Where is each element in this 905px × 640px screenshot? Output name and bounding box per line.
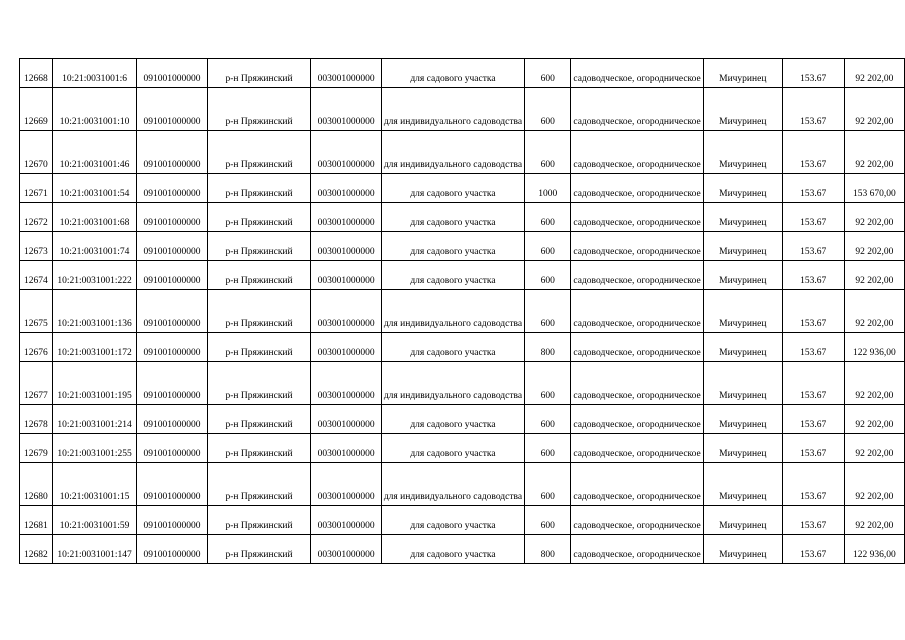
cadastral-number-cell: 10:21:0031001:15 — [52, 463, 136, 506]
district-cell: р-н Пряжинский — [207, 362, 311, 405]
rate-cell: 153.67 — [782, 131, 844, 174]
okato-code-cell: 091001000000 — [137, 59, 207, 88]
rate-cell: 153.67 — [782, 203, 844, 232]
okato-code-cell: 091001000000 — [137, 362, 207, 405]
cadastral-number-cell: 10:21:0031001:59 — [52, 506, 136, 535]
area-cell: 600 — [525, 463, 571, 506]
purpose-cell: для индивидуального садоводства — [381, 362, 524, 405]
okato-code-cell: 091001000000 — [137, 174, 207, 203]
purpose-cell: для садового участка — [381, 59, 524, 88]
cadastral-value-cell: 92 202,00 — [844, 131, 904, 174]
oktmo-code-cell: 003001000000 — [311, 506, 381, 535]
oktmo-code-cell: 003001000000 — [311, 261, 381, 290]
table-row — [20, 333, 905, 362]
land-category-cell: садоводческое, огородническое — [571, 174, 703, 203]
record-number-cell: 12671 — [20, 174, 53, 203]
purpose-cell: для садового участка — [381, 434, 524, 463]
district-cell: р-н Пряжинский — [207, 261, 311, 290]
oktmo-code-cell: 003001000000 — [311, 434, 381, 463]
rate-cell: 153.67 — [782, 261, 844, 290]
oktmo-code-cell: 003001000000 — [311, 203, 381, 232]
area-cell: 600 — [525, 131, 571, 174]
cadastral-number-cell: 10:21:0031001:222 — [52, 261, 136, 290]
cadastral-value-cell: 92 202,00 — [844, 261, 904, 290]
area-cell: 600 — [525, 290, 571, 333]
district-cell: р-н Пряжинский — [207, 463, 311, 506]
district-cell: р-н Пряжинский — [207, 88, 311, 131]
district-cell: р-н Пряжинский — [207, 290, 311, 333]
cadastral-number-cell: 10:21:0031001:136 — [52, 290, 136, 333]
cadastral-value-cell: 92 202,00 — [844, 203, 904, 232]
settlement-cell: Мичуринец — [703, 261, 782, 290]
purpose-cell: для садового участка — [381, 333, 524, 362]
oktmo-code-cell: 003001000000 — [311, 174, 381, 203]
settlement-cell: Мичуринец — [703, 203, 782, 232]
cadastral-value-cell: 153 670,00 — [844, 174, 904, 203]
record-number-cell: 12677 — [20, 362, 53, 405]
rate-cell: 153.67 — [782, 362, 844, 405]
okato-code-cell: 091001000000 — [137, 506, 207, 535]
settlement-cell: Мичуринец — [703, 290, 782, 333]
rate-cell: 153.67 — [782, 506, 844, 535]
district-cell: р-н Пряжинский — [207, 506, 311, 535]
settlement-cell: Мичуринец — [703, 131, 782, 174]
settlement-cell: Мичуринец — [703, 362, 782, 405]
okato-code-cell: 091001000000 — [137, 535, 207, 564]
table-row — [20, 405, 905, 434]
table-row — [20, 290, 905, 333]
record-number-cell: 12670 — [20, 131, 53, 174]
purpose-cell: для садового участка — [381, 506, 524, 535]
table-row — [20, 506, 905, 535]
cadastral-value-cell: 122 936,00 — [844, 333, 904, 362]
cadastral-number-cell: 10:21:0031001:68 — [52, 203, 136, 232]
rate-cell: 153.67 — [782, 232, 844, 261]
district-cell: р-н Пряжинский — [207, 535, 311, 564]
cadastral-value-cell: 92 202,00 — [844, 506, 904, 535]
area-cell: 1000 — [525, 174, 571, 203]
okato-code-cell: 091001000000 — [137, 232, 207, 261]
cadastral-number-cell: 10:21:0031001:214 — [52, 405, 136, 434]
settlement-cell: Мичуринец — [703, 405, 782, 434]
cadastral-value-cell: 122 936,00 — [844, 535, 904, 564]
area-cell: 600 — [525, 434, 571, 463]
oktmo-code-cell: 003001000000 — [311, 131, 381, 174]
area-cell: 600 — [525, 88, 571, 131]
area-cell: 600 — [525, 362, 571, 405]
cadastral-value-cell: 92 202,00 — [844, 59, 904, 88]
cadastral-number-cell: 10:21:0031001:255 — [52, 434, 136, 463]
table-body — [20, 59, 905, 564]
land-category-cell: садоводческое, огородническое — [571, 362, 703, 405]
okato-code-cell: 091001000000 — [137, 88, 207, 131]
rate-cell: 153.67 — [782, 59, 844, 88]
land-category-cell: садоводческое, огородническое — [571, 59, 703, 88]
oktmo-code-cell: 003001000000 — [311, 405, 381, 434]
area-cell: 600 — [525, 261, 571, 290]
record-number-cell: 12680 — [20, 463, 53, 506]
oktmo-code-cell: 003001000000 — [311, 232, 381, 261]
rate-cell: 153.67 — [782, 174, 844, 203]
area-cell: 600 — [525, 405, 571, 434]
table-row — [20, 59, 905, 88]
area-cell: 600 — [525, 506, 571, 535]
purpose-cell: для садового участка — [381, 203, 524, 232]
okato-code-cell: 091001000000 — [137, 203, 207, 232]
settlement-cell: Мичуринец — [703, 463, 782, 506]
area-cell: 800 — [525, 535, 571, 564]
land-category-cell: садоводческое, огородническое — [571, 88, 703, 131]
settlement-cell: Мичуринец — [703, 232, 782, 261]
land-category-cell: садоводческое, огородническое — [571, 463, 703, 506]
cadastral-value-cell: 92 202,00 — [844, 405, 904, 434]
table-row — [20, 434, 905, 463]
oktmo-code-cell: 003001000000 — [311, 88, 381, 131]
record-number-cell: 12668 — [20, 59, 53, 88]
record-number-cell: 12676 — [20, 333, 53, 362]
land-category-cell: садоводческое, огородническое — [571, 131, 703, 174]
rate-cell: 153.67 — [782, 88, 844, 131]
district-cell: р-н Пряжинский — [207, 232, 311, 261]
purpose-cell: для садового участка — [381, 261, 524, 290]
land-category-cell: садоводческое, огородническое — [571, 434, 703, 463]
oktmo-code-cell: 003001000000 — [311, 362, 381, 405]
rate-cell: 153.67 — [782, 535, 844, 564]
cadastral-value-cell: 92 202,00 — [844, 434, 904, 463]
okato-code-cell: 091001000000 — [137, 434, 207, 463]
rate-cell: 153.67 — [782, 290, 844, 333]
record-number-cell: 12669 — [20, 88, 53, 131]
okato-code-cell: 091001000000 — [137, 131, 207, 174]
cadastral-value-cell: 92 202,00 — [844, 88, 904, 131]
record-number-cell: 12681 — [20, 506, 53, 535]
district-cell: р-н Пряжинский — [207, 174, 311, 203]
cadastral-number-cell: 10:21:0031001:54 — [52, 174, 136, 203]
settlement-cell: Мичуринец — [703, 174, 782, 203]
okato-code-cell: 091001000000 — [137, 405, 207, 434]
table-row — [20, 131, 905, 174]
table-row — [20, 88, 905, 131]
district-cell: р-н Пряжинский — [207, 405, 311, 434]
cadastral-number-cell: 10:21:0031001:74 — [52, 232, 136, 261]
cadastral-value-cell: 92 202,00 — [844, 290, 904, 333]
land-category-cell: садоводческое, огородническое — [571, 261, 703, 290]
cadastral-value-cell: 92 202,00 — [844, 362, 904, 405]
land-category-cell: садоводческое, огородническое — [571, 203, 703, 232]
table-row — [20, 174, 905, 203]
oktmo-code-cell: 003001000000 — [311, 463, 381, 506]
record-number-cell: 12682 — [20, 535, 53, 564]
record-number-cell: 12672 — [20, 203, 53, 232]
district-cell: р-н Пряжинский — [207, 333, 311, 362]
land-category-cell: садоводческое, огородническое — [571, 535, 703, 564]
record-number-cell: 12673 — [20, 232, 53, 261]
record-number-cell: 12678 — [20, 405, 53, 434]
record-number-cell: 12675 — [20, 290, 53, 333]
record-number-cell: 12674 — [20, 261, 53, 290]
purpose-cell: для садового участка — [381, 174, 524, 203]
district-cell: р-н Пряжинский — [207, 59, 311, 88]
rate-cell: 153.67 — [782, 333, 844, 362]
cadastral-number-cell: 10:21:0031001:10 — [52, 88, 136, 131]
land-category-cell: садоводческое, огородническое — [571, 290, 703, 333]
rate-cell: 153.67 — [782, 434, 844, 463]
area-cell: 800 — [525, 333, 571, 362]
table-row — [20, 362, 905, 405]
table-row — [20, 232, 905, 261]
purpose-cell: для садового участка — [381, 535, 524, 564]
land-category-cell: садоводческое, огородническое — [571, 232, 703, 261]
cadastral-number-cell: 10:21:0031001:195 — [52, 362, 136, 405]
oktmo-code-cell: 003001000000 — [311, 333, 381, 362]
purpose-cell: для индивидуального садоводства — [381, 131, 524, 174]
settlement-cell: Мичуринец — [703, 88, 782, 131]
land-category-cell: садоводческое, огородническое — [571, 405, 703, 434]
settlement-cell: Мичуринец — [703, 506, 782, 535]
table-row — [20, 463, 905, 506]
okato-code-cell: 091001000000 — [137, 333, 207, 362]
record-number-cell: 12679 — [20, 434, 53, 463]
oktmo-code-cell: 003001000000 — [311, 290, 381, 333]
cadastral-number-cell: 10:21:0031001:6 — [52, 59, 136, 88]
cadastral-value-cell: 92 202,00 — [844, 232, 904, 261]
purpose-cell: для садового участка — [381, 405, 524, 434]
district-cell: р-н Пряжинский — [207, 203, 311, 232]
cadastral-value-cell: 92 202,00 — [844, 463, 904, 506]
land-category-cell: садоводческое, огородническое — [571, 333, 703, 362]
land-registry-table — [19, 58, 905, 564]
settlement-cell: Мичуринец — [703, 535, 782, 564]
purpose-cell: для индивидуального садоводства — [381, 88, 524, 131]
settlement-cell: Мичуринец — [703, 333, 782, 362]
purpose-cell: для индивидуального садоводства — [381, 290, 524, 333]
settlement-cell: Мичуринец — [703, 59, 782, 88]
district-cell: р-н Пряжинский — [207, 434, 311, 463]
land-category-cell: садоводческое, огородническое — [571, 506, 703, 535]
purpose-cell: для индивидуального садоводства — [381, 463, 524, 506]
table-row — [20, 261, 905, 290]
okato-code-cell: 091001000000 — [137, 261, 207, 290]
oktmo-code-cell: 003001000000 — [311, 59, 381, 88]
table-row — [20, 203, 905, 232]
district-cell: р-н Пряжинский — [207, 131, 311, 174]
oktmo-code-cell: 003001000000 — [311, 535, 381, 564]
table-row — [20, 535, 905, 564]
area-cell: 600 — [525, 59, 571, 88]
cadastral-number-cell: 10:21:0031001:172 — [52, 333, 136, 362]
rate-cell: 153.67 — [782, 405, 844, 434]
cadastral-number-cell: 10:21:0031001:147 — [52, 535, 136, 564]
okato-code-cell: 091001000000 — [137, 290, 207, 333]
area-cell: 600 — [525, 232, 571, 261]
okato-code-cell: 091001000000 — [137, 463, 207, 506]
cadastral-number-cell: 10:21:0031001:46 — [52, 131, 136, 174]
rate-cell: 153.67 — [782, 463, 844, 506]
area-cell: 600 — [525, 203, 571, 232]
settlement-cell: Мичуринец — [703, 434, 782, 463]
purpose-cell: для садового участка — [381, 232, 524, 261]
